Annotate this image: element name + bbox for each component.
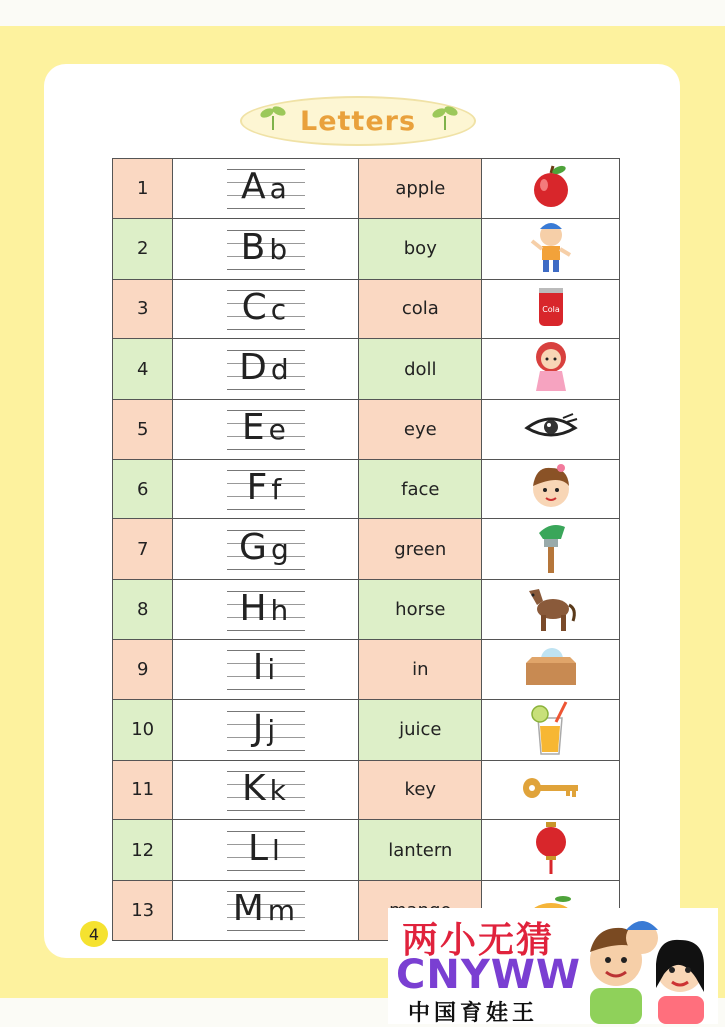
example-word: key (359, 760, 482, 820)
example-word: boy (359, 218, 482, 279)
letter-pair (227, 347, 305, 391)
lowercase-letter: k (269, 773, 290, 807)
uppercase-letter: I (252, 647, 268, 689)
letter-pair (227, 828, 305, 872)
row-number: 9 (113, 639, 173, 699)
handwriting-lines (227, 226, 305, 272)
handwriting-cell (173, 580, 359, 640)
row-number: 13 (113, 881, 173, 941)
letter-pair (227, 227, 305, 271)
row-number: 2 (113, 218, 173, 279)
handwriting-lines (227, 587, 305, 633)
handwriting-lines (227, 346, 305, 392)
eye-icon (523, 427, 579, 446)
picture-cell (482, 459, 620, 519)
title-banner (240, 96, 476, 146)
lowercase-letter: d (270, 353, 293, 387)
picture-cell (482, 218, 620, 279)
handwriting-cell (173, 639, 359, 699)
letter-pair (227, 768, 305, 812)
uppercase-letter: H (239, 587, 271, 629)
key-icon (520, 788, 582, 807)
letter-pair (227, 407, 305, 451)
handwriting-cell (173, 279, 359, 339)
uppercase-letter: G (239, 527, 271, 569)
uppercase-letter: D (239, 347, 271, 389)
handwriting-cell (173, 699, 359, 760)
table-row (113, 339, 620, 400)
row-number: 8 (113, 580, 173, 640)
horse-icon (523, 618, 579, 637)
handwriting-cell (173, 519, 359, 580)
doll-icon (528, 380, 574, 399)
watermark-subtitle: 中国育娃王 (408, 1001, 539, 1026)
row-number: 5 (113, 400, 173, 460)
lowercase-letter: j (267, 713, 280, 747)
picture-cell (482, 580, 620, 640)
table-row (113, 279, 620, 339)
row-number: 10 (113, 699, 173, 760)
handwriting-lines (227, 466, 305, 512)
picture-cell (482, 820, 620, 881)
lowercase-letter: g (270, 533, 293, 567)
table-row (113, 459, 620, 519)
row-number: 12 (113, 820, 173, 881)
lowercase-letter: a (269, 172, 291, 206)
lowercase-letter: c (270, 292, 291, 326)
apple-icon (528, 194, 574, 213)
table-row (113, 400, 620, 460)
handwriting-lines (227, 707, 305, 753)
uppercase-letter: B (240, 226, 270, 268)
example-word: cola (359, 279, 482, 339)
cola-can-icon (536, 304, 566, 334)
row-number: 4 (113, 339, 173, 400)
juice-icon (528, 741, 574, 760)
handwriting-lines (227, 406, 305, 452)
boy-icon (528, 260, 574, 279)
handwriting-lines (227, 526, 305, 572)
example-word: lantern (359, 820, 482, 881)
table-row (113, 218, 620, 279)
handwriting-cell (173, 218, 359, 279)
table-row (113, 159, 620, 219)
table-row (113, 760, 620, 820)
uppercase-letter: M (232, 888, 268, 930)
table-row (113, 699, 620, 760)
handwriting-cell (173, 159, 359, 219)
table-row (113, 519, 620, 580)
handwriting-lines (227, 165, 305, 211)
lantern-icon (533, 861, 569, 880)
handwriting-lines (227, 286, 305, 332)
picture-cell (482, 519, 620, 580)
lowercase-letter: l (272, 834, 284, 868)
picture-cell (482, 699, 620, 760)
handwriting-cell (173, 339, 359, 400)
uppercase-letter: E (241, 407, 269, 449)
lowercase-letter: h (270, 593, 293, 627)
picture-cell (482, 159, 620, 219)
picture-cell (482, 639, 620, 699)
example-word: in (359, 639, 482, 699)
example-word: juice (359, 699, 482, 760)
example-word: doll (359, 339, 482, 400)
example-word: green (359, 519, 482, 580)
svg-text:Cola: Cola (541, 304, 560, 314)
handwriting-lines (227, 887, 305, 933)
page-title: Letters (299, 105, 417, 137)
picture-cell (482, 400, 620, 460)
letter-pair (227, 888, 305, 932)
uppercase-letter: A (240, 166, 270, 208)
row-number: 11 (113, 760, 173, 820)
row-number: 6 (113, 459, 173, 519)
handwriting-lines (227, 827, 305, 873)
letter-pair (227, 467, 305, 511)
sprout-icon (430, 102, 460, 132)
face-icon (528, 497, 574, 516)
uppercase-letter: F (246, 467, 272, 509)
row-number: 7 (113, 519, 173, 580)
picture-cell (482, 760, 620, 820)
example-word: eye (359, 400, 482, 460)
row-number: 3 (113, 279, 173, 339)
uppercase-letter: C (241, 286, 271, 328)
handwriting-cell (173, 400, 359, 460)
picture-cell (482, 279, 620, 339)
lowercase-letter: b (269, 232, 292, 266)
letter-pair (227, 647, 305, 691)
sprout-icon (258, 102, 288, 132)
uppercase-letter: K (241, 767, 270, 809)
handwriting-cell (173, 459, 359, 519)
table-row (113, 639, 620, 699)
picture-cell (482, 339, 620, 400)
letter-pair (227, 527, 305, 571)
handwriting-lines (227, 646, 305, 692)
lowercase-letter: m (267, 894, 300, 928)
table-row (113, 580, 620, 640)
example-word: face (359, 459, 482, 519)
uppercase-letter: L (247, 828, 273, 870)
letter-pair (227, 708, 305, 752)
example-word: apple (359, 159, 482, 219)
handwriting-cell (173, 760, 359, 820)
paintbrush-icon (531, 560, 571, 579)
table-row (113, 820, 620, 881)
watermark-title: 两小无猜 (402, 920, 555, 961)
lowercase-letter: f (271, 473, 286, 507)
top-margin (0, 0, 725, 26)
row-number: 1 (113, 159, 173, 219)
watermark (388, 908, 718, 1024)
letter-pair (227, 166, 305, 210)
lowercase-letter: i (267, 653, 280, 687)
handwriting-cell (173, 881, 359, 941)
handwriting-cell (173, 820, 359, 881)
letters-table (112, 158, 620, 941)
example-word: horse (359, 580, 482, 640)
letter-pair (227, 287, 305, 331)
letter-pair (227, 588, 305, 632)
lowercase-letter: e (268, 413, 290, 447)
box-icon (522, 674, 580, 693)
page-number: 4 (80, 921, 108, 947)
uppercase-letter: J (252, 707, 268, 749)
cartoon-kids-icon (576, 908, 718, 1024)
watermark-brand: CNYWW (396, 952, 582, 998)
handwriting-lines (227, 767, 305, 813)
